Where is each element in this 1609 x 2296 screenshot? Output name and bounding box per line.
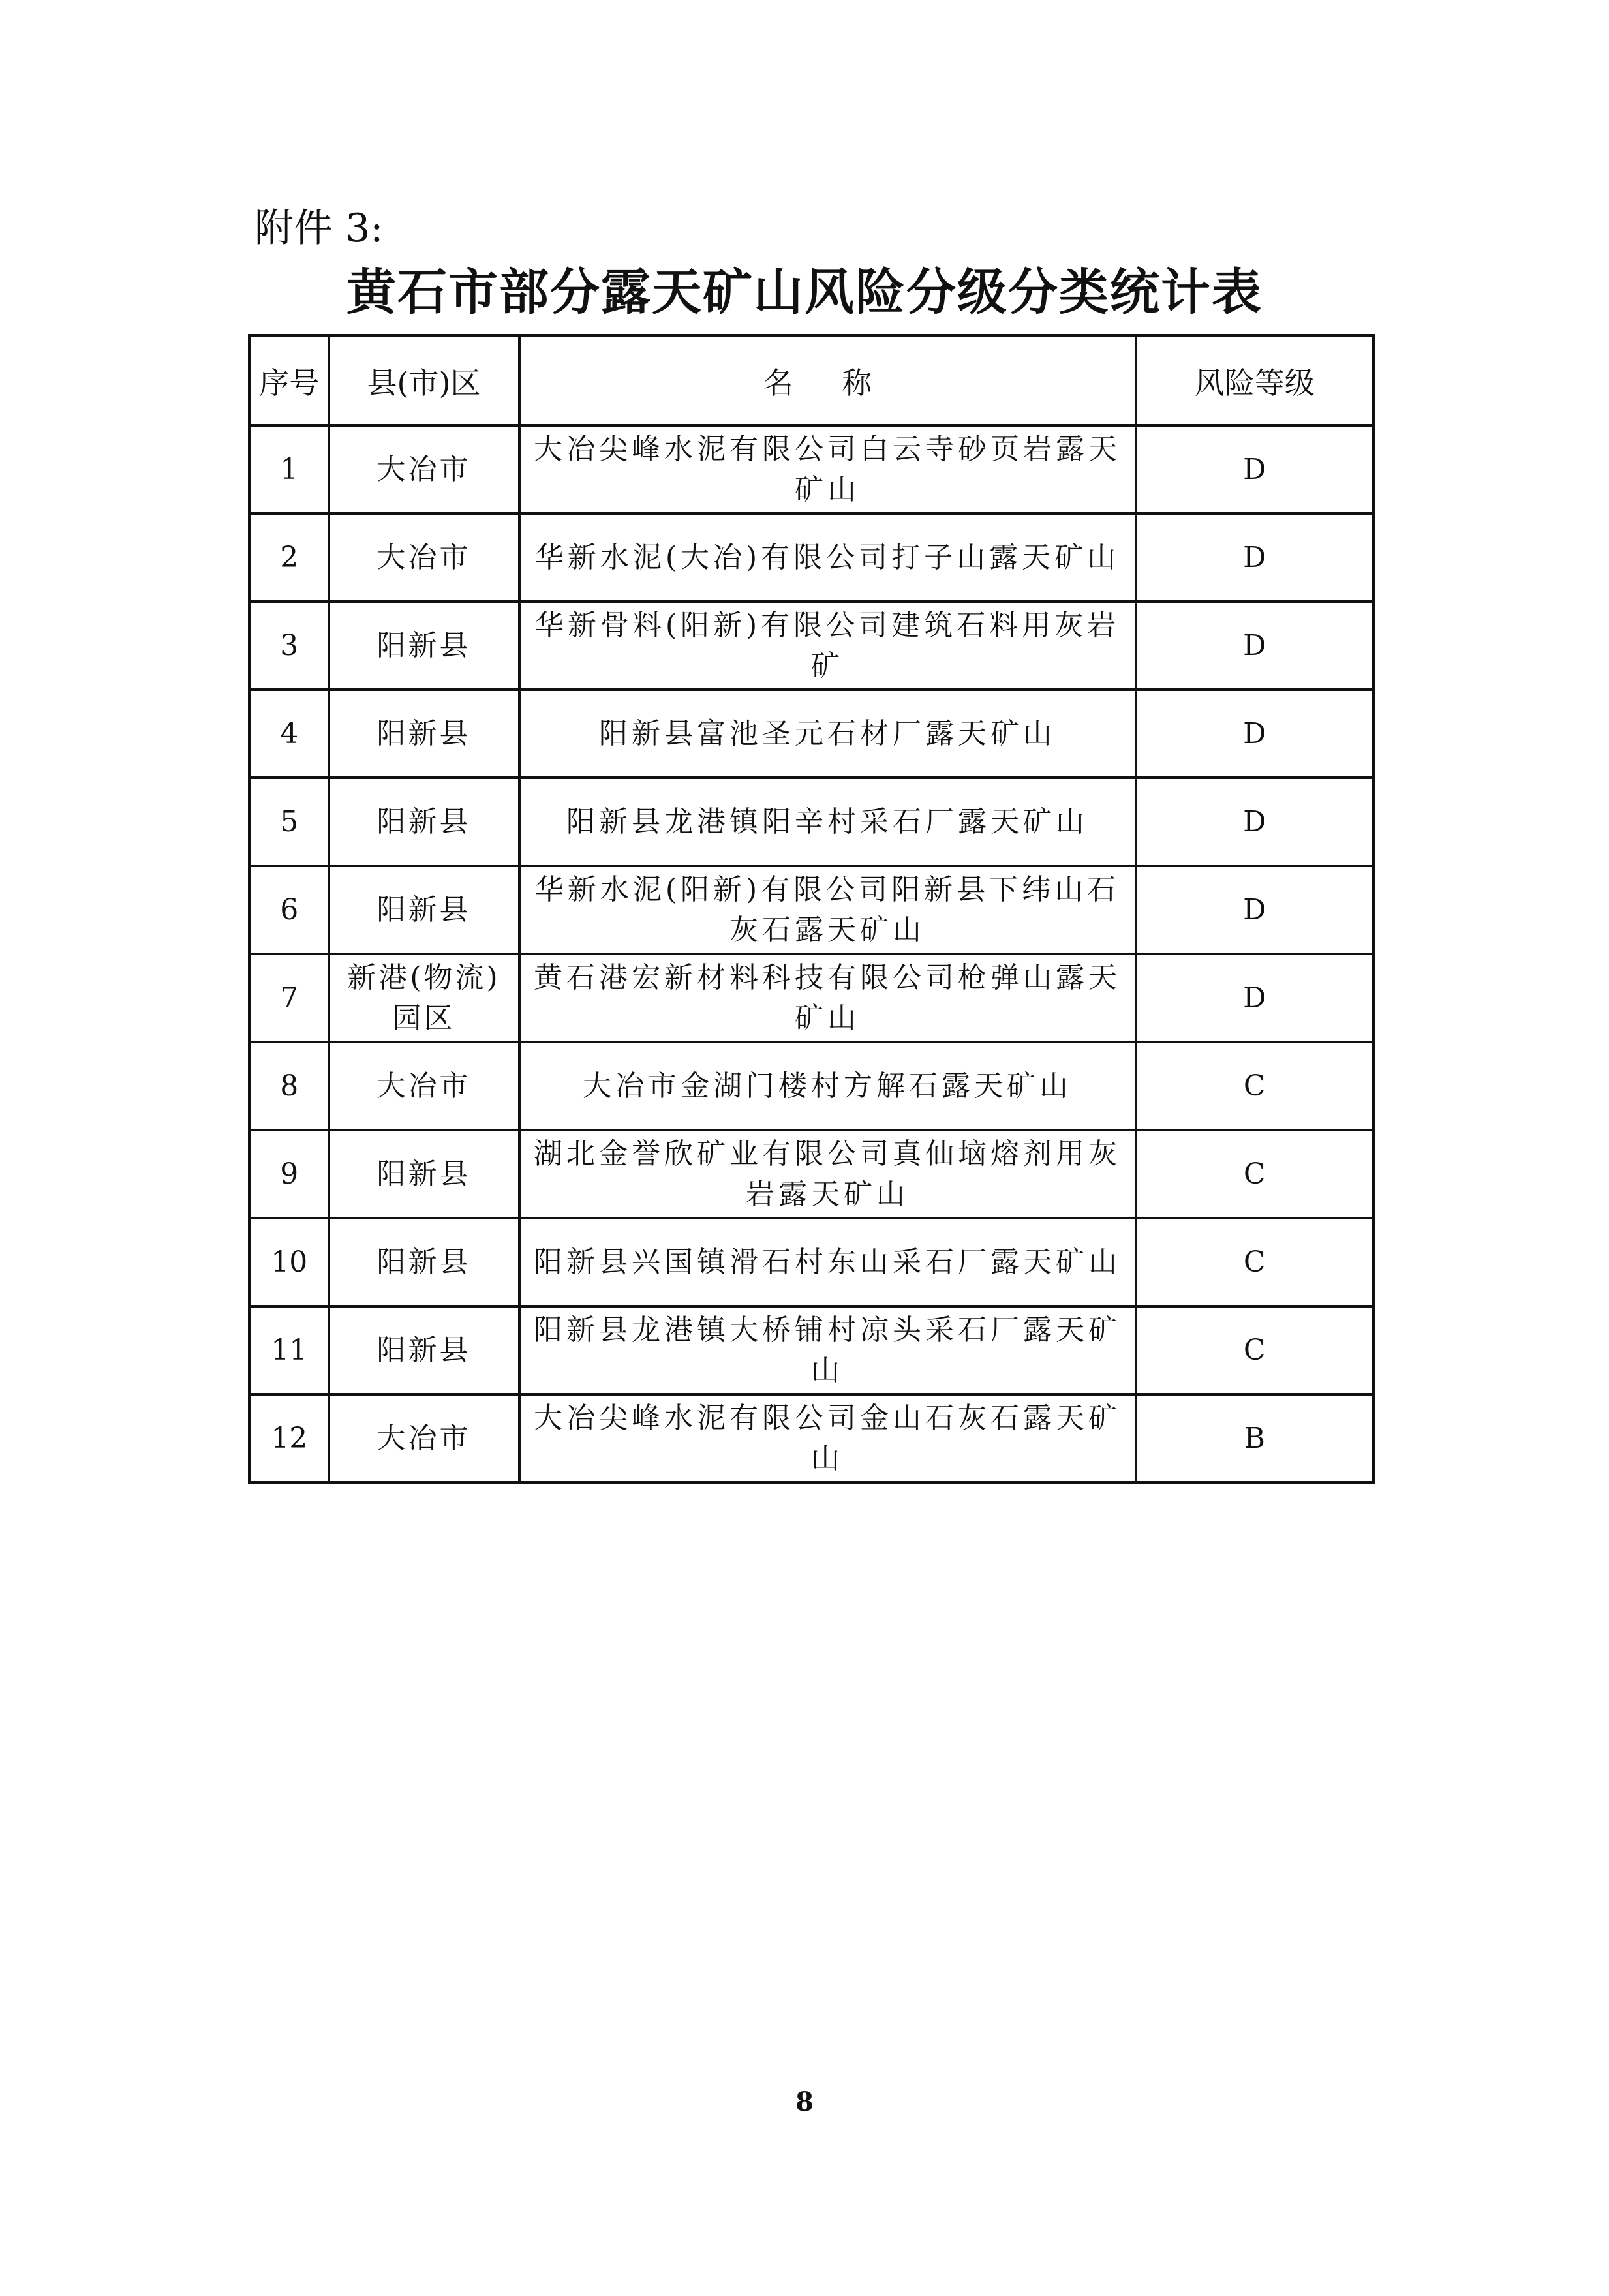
table-row (250, 425, 1374, 513)
row-area: 阳新县 (329, 1306, 519, 1394)
row-number: 7 (250, 954, 329, 1042)
row-risk-level: D (1136, 778, 1374, 866)
row-mine-name: 华新水泥(大冶)有限公司打子山露天矿山 (519, 513, 1136, 602)
row-mine-name: 华新骨料(阳新)有限公司建筑石料用灰岩矿 (519, 602, 1136, 690)
row-risk-level: D (1136, 690, 1374, 778)
table-row (250, 1306, 1374, 1394)
row-area: 阳新县 (329, 778, 519, 866)
row-number: 11 (250, 1306, 329, 1394)
header-name: 名 称 (519, 336, 1136, 426)
row-mine-name: 黄石港宏新材料科技有限公司枪弹山露天矿山 (519, 954, 1136, 1042)
table-row (250, 602, 1374, 690)
table-row (250, 954, 1374, 1042)
row-mine-name: 湖北金誉欣矿业有限公司真仙垴熔剂用灰岩露天矿山 (519, 1130, 1136, 1218)
row-mine-name: 阳新县龙港镇大桥铺村凉头采石厂露天矿山 (519, 1306, 1136, 1394)
row-mine-name: 阳新县富池圣元石材厂露天矿山 (519, 690, 1136, 778)
row-area: 阳新县 (329, 1218, 519, 1306)
row-number: 1 (250, 425, 329, 513)
row-risk-level: D (1136, 513, 1374, 602)
row-mine-name: 阳新县龙港镇阳辛村采石厂露天矿山 (519, 778, 1136, 866)
table-row (250, 1130, 1374, 1218)
table-row (250, 690, 1374, 778)
row-number: 4 (250, 690, 329, 778)
row-area: 新港(物流)园区 (329, 954, 519, 1042)
row-area: 阳新县 (329, 602, 519, 690)
row-mine-name: 大冶尖峰水泥有限公司金山石灰石露天矿山 (519, 1394, 1136, 1483)
header-area: 县(市)区 (329, 336, 519, 426)
row-mine-name: 阳新县兴国镇滑石村东山采石厂露天矿山 (519, 1218, 1136, 1306)
row-area: 阳新县 (329, 866, 519, 954)
document-title: 黄石市部分露天矿山风险分级分类统计表 (346, 263, 1263, 321)
table-row (250, 778, 1374, 866)
row-risk-level: D (1136, 954, 1374, 1042)
row-mine-name: 大冶尖峰水泥有限公司白云寺砂页岩露天矿山 (519, 425, 1136, 513)
row-risk-level: D (1136, 425, 1374, 513)
row-area: 大冶市 (329, 513, 519, 602)
table-row (250, 1042, 1374, 1130)
row-risk-level: C (1136, 1042, 1374, 1130)
row-number: 2 (250, 513, 329, 602)
attachment-label: 附件 3: (254, 206, 384, 251)
row-mine-name: 大冶市金湖门楼村方解石露天矿山 (519, 1042, 1136, 1130)
row-risk-level: B (1136, 1394, 1374, 1483)
risk-classification-table (248, 334, 1375, 1484)
table-row (250, 1218, 1374, 1306)
row-area: 大冶市 (329, 1394, 519, 1483)
row-number: 9 (250, 1130, 329, 1218)
header-number: 序号 (250, 336, 329, 426)
row-area: 大冶市 (329, 1042, 519, 1130)
table-row (250, 866, 1374, 954)
header-risk-level: 风险等级 (1136, 336, 1374, 426)
row-risk-level: D (1136, 602, 1374, 690)
row-area: 大冶市 (329, 425, 519, 513)
table-header-row (250, 336, 1374, 426)
row-number: 8 (250, 1042, 329, 1130)
row-risk-level: D (1136, 866, 1374, 954)
row-risk-level: C (1136, 1130, 1374, 1218)
row-number: 6 (250, 866, 329, 954)
row-number: 10 (250, 1218, 329, 1306)
row-risk-level: C (1136, 1306, 1374, 1394)
row-mine-name: 华新水泥(阳新)有限公司阳新县下纬山石灰石露天矿山 (519, 866, 1136, 954)
row-area: 阳新县 (329, 690, 519, 778)
row-number: 12 (250, 1394, 329, 1483)
row-risk-level: C (1136, 1218, 1374, 1306)
table-row (250, 1394, 1374, 1483)
page-number: 8 (795, 2087, 814, 2117)
row-area: 阳新县 (329, 1130, 519, 1218)
table-row (250, 513, 1374, 602)
row-number: 3 (250, 602, 329, 690)
row-number: 5 (250, 778, 329, 866)
